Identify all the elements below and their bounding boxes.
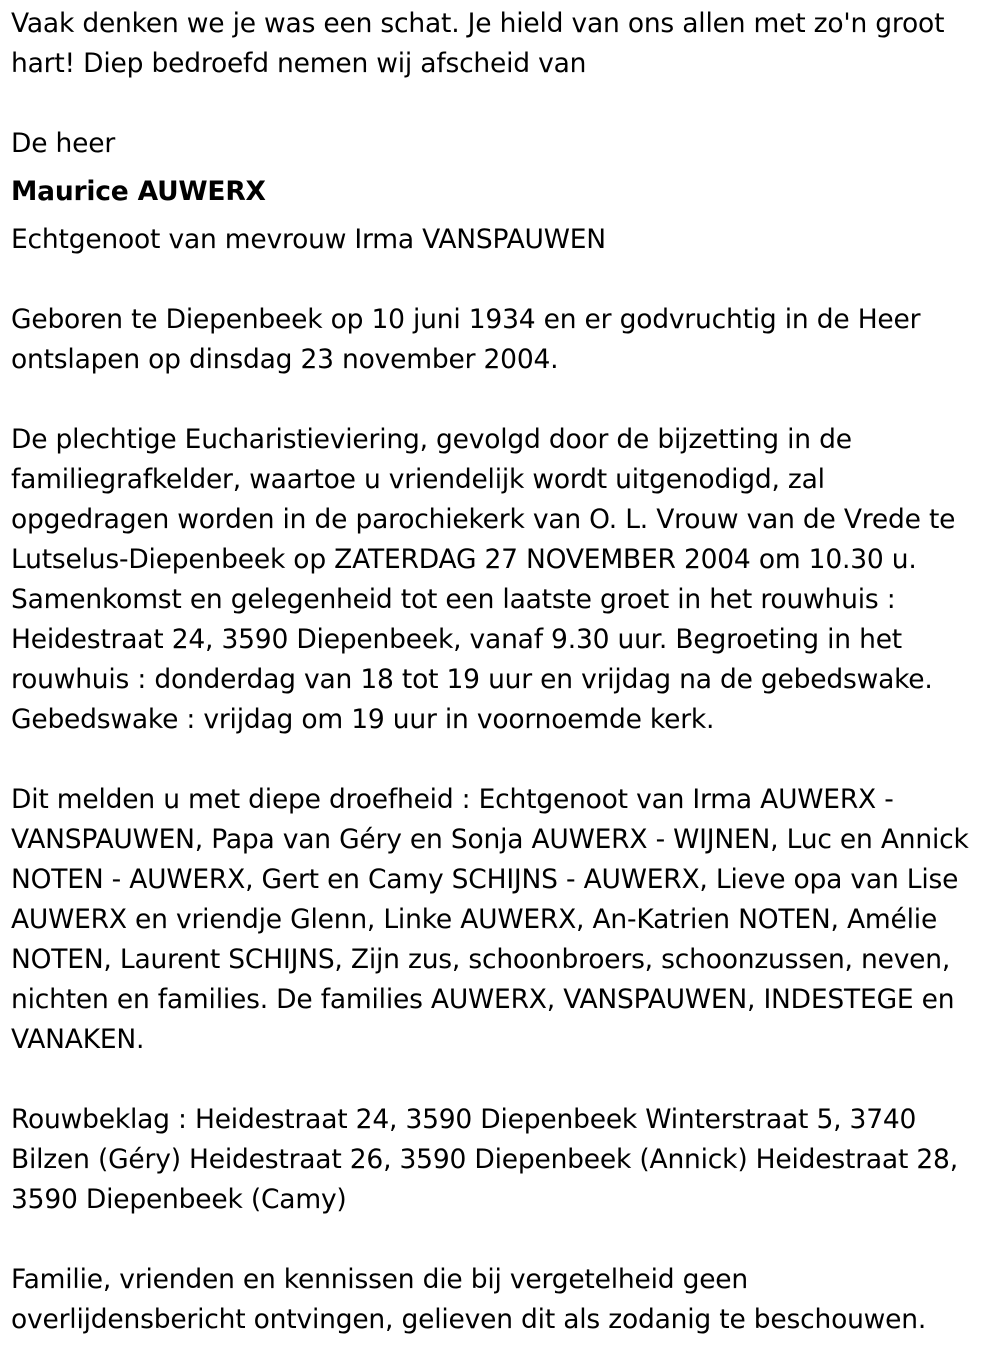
family-line: AUWERX en vriendje Glenn, Linke AUWERX, An-Katrien NOTEN, Amélie: [11, 904, 938, 935]
deceased-name: Maurice AUWERX: [11, 176, 266, 207]
intro-paragraph: [11, 4, 1000, 84]
condolences-line: 3590 Diepenbeek (Camy): [11, 1184, 347, 1215]
condolences-line: Rouwbeklag : Heidestraat 24, 3590 Diepenbeek Winterstraat 5, 3740: [11, 1104, 917, 1135]
ceremony-line: opgedragen worden in de parochiekerk van O. L. Vrouw van de Vrede te: [11, 504, 956, 535]
ceremony-line: familiegrafkelder, waartoe u vriendelijk wordt uitgenodigd, zal: [11, 464, 825, 495]
ceremony-paragraph: [11, 420, 1000, 740]
family-line: NOTEN - AUWERX, Gert en Camy SCHIJNS - AUWERX, Lieve opa van Lise: [11, 864, 959, 895]
birth-line: Geboren te Diepenbeek op 10 juni 1934 en er godvruchtig in de Heer: [11, 304, 921, 335]
condolences-line: Bilzen (Géry) Heidestraat 26, 3590 Diepenbeek (Annick) Heidestraat 28,: [11, 1144, 958, 1175]
condolences-paragraph: [11, 1100, 1000, 1220]
family-line: VANSPAUWEN, Papa van Géry en Sonja AUWERX - WIJNEN, Luc en Annick: [11, 824, 969, 855]
family-paragraph: [11, 780, 1000, 1060]
honorific: De heer: [11, 128, 116, 159]
spouse-line: Echtgenoot van mevrouw Irma VANSPAUWEN: [11, 224, 606, 255]
family-line: Dit melden u met diepe droefheid : Echtgenoot van Irma AUWERX -: [11, 784, 894, 815]
ceremony-line: Heidestraat 24, 3590 Diepenbeek, vanaf 9.30 uur. Begroeting in het: [11, 624, 902, 655]
closing-line: Familie, vrienden en kennissen die bij vergetelheid geen: [11, 1264, 749, 1295]
ceremony-line: Samenkomst en gelegenheid tot een laatste groet in het rouwhuis :: [11, 584, 896, 615]
birth-paragraph: [11, 300, 1000, 380]
family-line: nichten en families. De families AUWERX, VANSPAUWEN, INDESTEGE en: [11, 984, 955, 1015]
birth-line: ontslapen op dinsdag 23 november 2004.: [11, 344, 559, 375]
ceremony-line: Gebedswake : vrijdag om 19 uur in voornoemde kerk.: [11, 704, 715, 735]
intro-line: hart! Diep bedroefd nemen wij afscheid van: [11, 48, 587, 79]
family-line: VANAKEN.: [11, 1024, 145, 1055]
closing-line: overlijdensbericht ontvingen, gelieven dit als zodanig te beschouwen.: [11, 1304, 927, 1335]
closing-paragraph: [11, 1260, 1000, 1340]
ceremony-line: De plechtige Eucharistieviering, gevolgd door de bijzetting in de: [11, 424, 852, 455]
ceremony-line: rouwhuis : donderdag van 18 tot 19 uur en vrijdag na de gebedswake.: [11, 664, 933, 695]
family-line: NOTEN, Laurent SCHIJNS, Zijn zus, schoonbroers, schoonzussen, neven,: [11, 944, 951, 975]
intro-line: Vaak denken we je was een schat. Je hield van ons allen met zo'n groot: [11, 8, 945, 39]
ceremony-line: Lutselus-Diepenbeek op ZATERDAG 27 NOVEMBER 2004 om 10.30 u.: [11, 544, 917, 575]
